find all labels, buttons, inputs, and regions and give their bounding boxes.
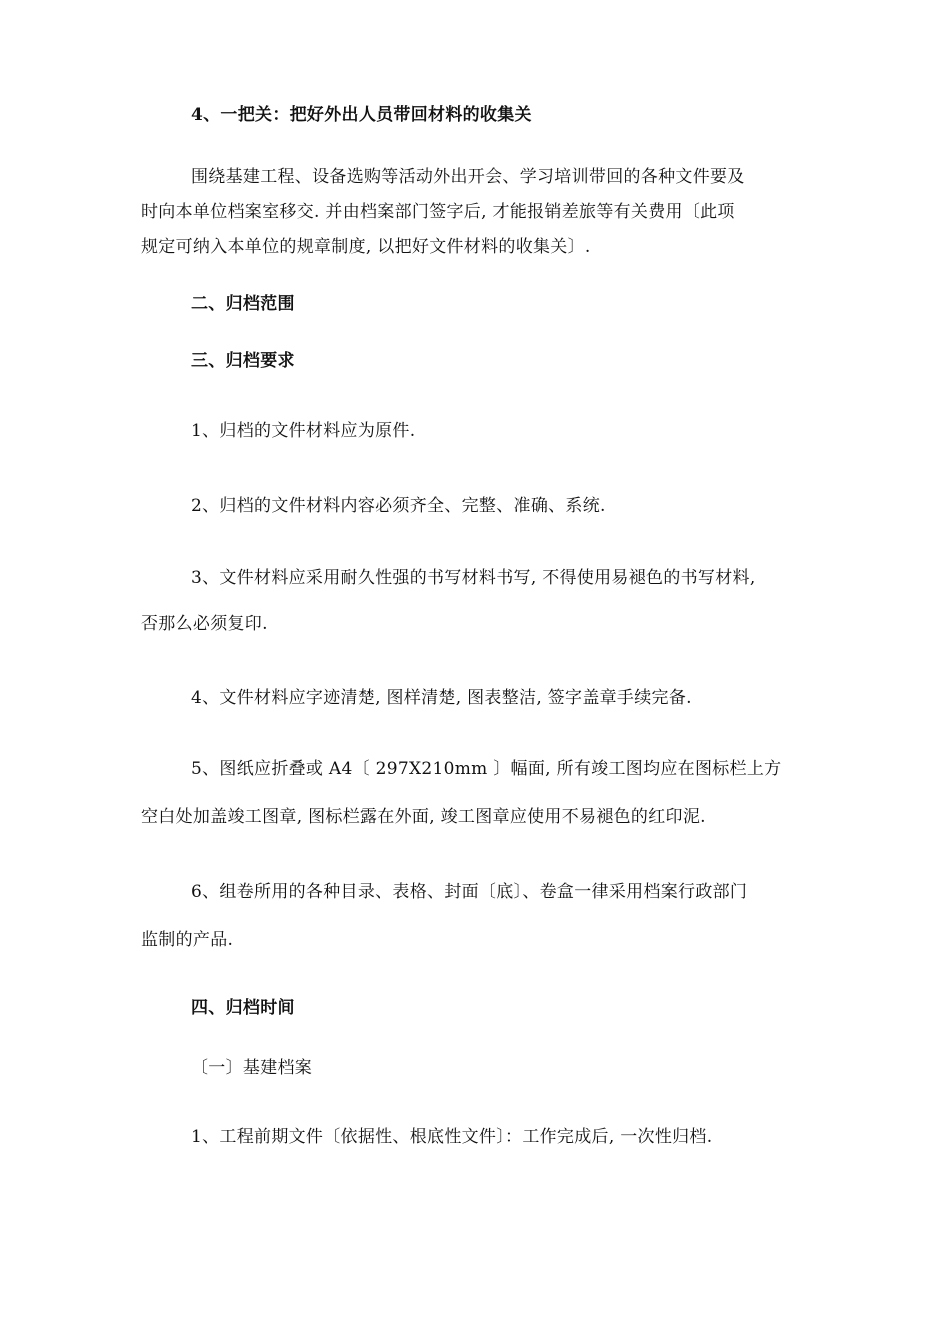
requirement-item: 3、文件材料应采用耐久性强的书写材料书写, 不得使用易褪色的书写材料, (191, 568, 756, 588)
time-item: 1、工程前期文件〔依据性、根底性文件〕：工作完成后, 一次性归档. (191, 1127, 713, 1147)
paragraph-line: 规定可纳入本单位的规章制度, 以把好文件材料的收集关〕. (141, 237, 591, 257)
paragraph-line: 围绕基建工程、设备选购等活动外出开会、学习培训带回的各种文件要及 (191, 167, 745, 187)
requirement-item: 6、组卷所用的各种目录、表格、封面〔底〕、卷盒一律采用档案行政部门 (191, 882, 748, 902)
section-heading: 三、归档要求 (191, 351, 295, 371)
paragraph-heading: 4、一把关：把好外出人员带回材料的收集关 (191, 105, 532, 125)
section-heading: 二、归档范围 (191, 294, 295, 314)
requirement-item-continued: 监制的产品. (141, 930, 234, 950)
requirement-item: 5、图纸应折叠或 A4〔 297X210mm 〕幅面, 所有竣工图均应在图标栏上方 (191, 759, 782, 779)
requirement-item-continued: 空白处加盖竣工图章, 图标栏露在外面, 竣工图章应使用不易褪色的红印泥. (141, 807, 706, 827)
requirement-item-continued: 否那么必须复印. (141, 614, 268, 634)
paragraph-line: 时向本单位档案室移交. 并由档案部门签字后, 才能报销差旅等有关费用〔此项 (141, 202, 735, 222)
requirement-item: 2、归档的文件材料内容必须齐全、完整、准确、系统. (191, 496, 606, 516)
requirement-item: 1、归档的文件材料应为原件. (191, 421, 416, 441)
subsection-heading: 〔一〕基建档案 (191, 1058, 313, 1078)
section-heading: 四、归档时间 (191, 998, 295, 1018)
requirement-item: 4、文件材料应字迹清楚, 图样清楚, 图表整洁, 签字盖章手续完备. (191, 688, 692, 708)
